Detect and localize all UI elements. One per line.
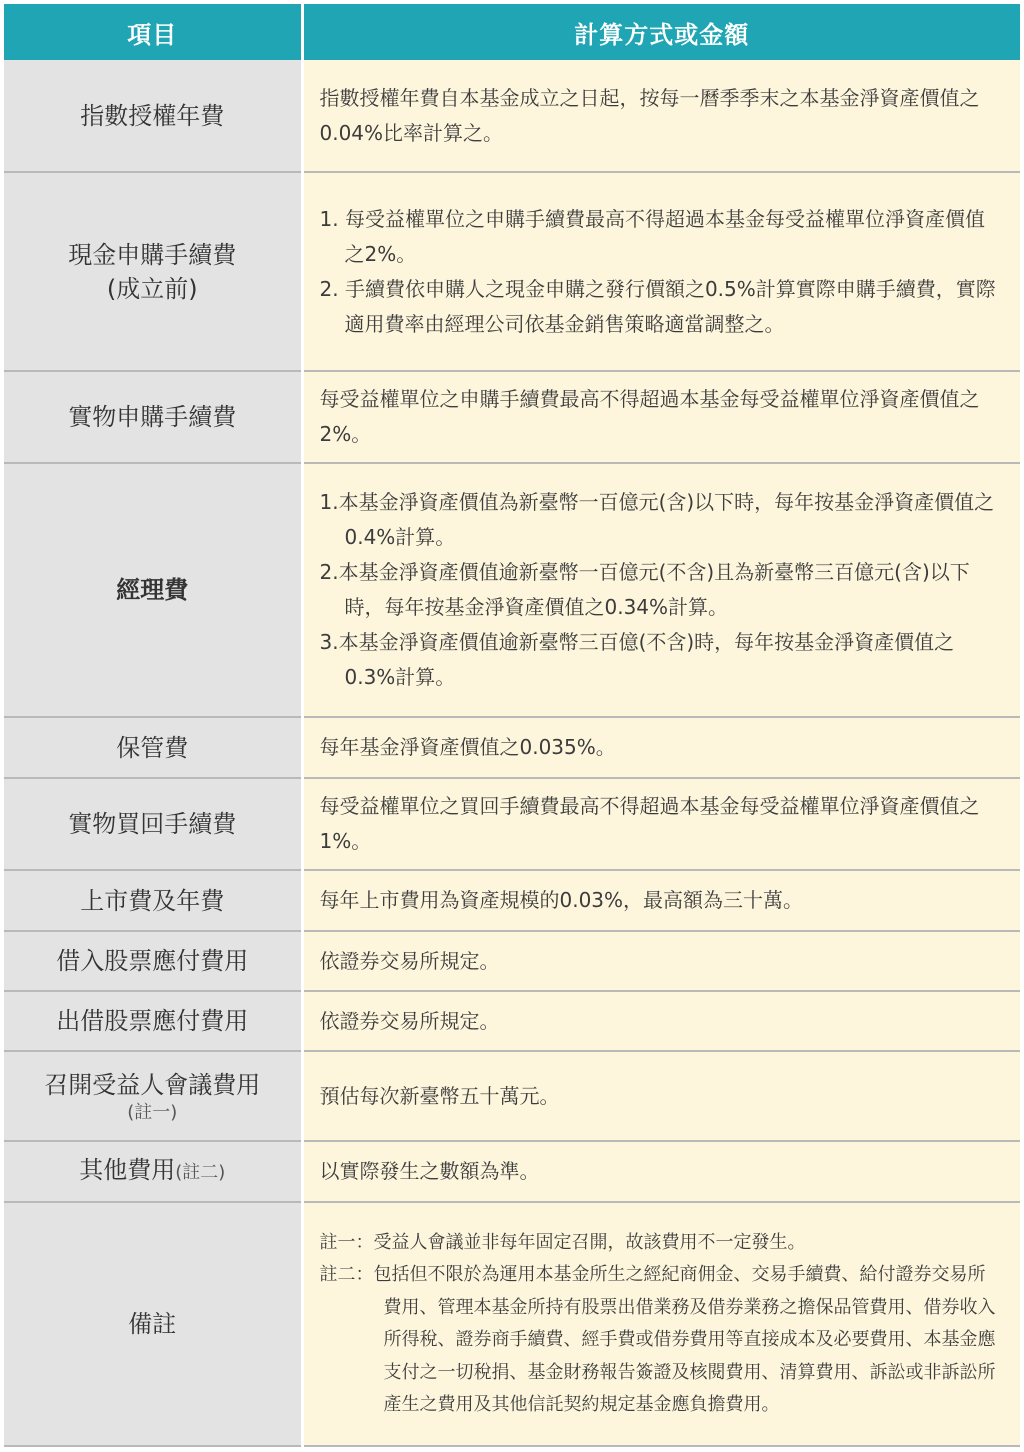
row-item-note: (註一) [127,1102,178,1123]
list-item: 2. 手續費依申購人之現金申購之發行價額之0.5%計算實際申購手續費，實際適用費率由經理公司依基金銷售策略適當調整之。 [319,276,996,336]
row-desc: 每年基金淨資產價值之0.035%。 [302,717,1020,778]
row-desc: 預估每次新臺幣五十萬元。 [302,1051,1020,1141]
list-item: 1.本基金淨資產價值為新臺幣一百億元(含)以下時，每年按基金淨資產價值之0.4%計算。 [319,490,995,549]
table-row [4,778,1020,870]
remark-note-1: 註一：受益人會議並非每年固定召開，故該費用不一定發生。 [319,1231,806,1253]
table-row [4,1202,1020,1446]
header-calculation: 計算方式或金額 [302,4,1020,60]
row-desc: 以實際發生之數額為準。 [302,1141,1020,1202]
row-desc-list [302,463,1020,717]
row-item-sub: (成立前) [106,274,198,303]
table-row [4,463,1020,717]
row-item: 實物申購手續費 [4,371,302,463]
row-desc: 指數授權年費自本基金成立之日起，按每一曆季季末之本基金淨資產價值之0.04%比率計算之。 [302,60,1020,172]
remark-note-2: 註二：包括但不限於為運用本基金所生之經紀商佣金、交易手續費、給付證券交易所費用、管理本基金所持有股票出借業務及借券業務之擔保品管費用、借券收入所得稅、證券商手續費、經手費或借券費用等直接成本及必要費用、本基金應支付之一切稅捐、基金財務報告簽證及核閱費用、清算費用、訴訟或非訴訟所產生之費用及其他信託契約規定基金應負擔費用。 [319,1264,996,1415]
table-row [4,931,1020,991]
row-item-note: (註二) [175,1162,226,1183]
row-item: 其他費用 [79,1156,176,1184]
row-desc: 每受益權單位之申購手續費最高不得超過本基金每受益權單位淨資產價值之2%。 [302,371,1020,463]
table-row [4,172,1020,371]
table-header-row [4,4,1020,60]
row-item: 實物買回手續費 [4,778,302,870]
row-item: 召開受益人會議費用 [44,1071,261,1099]
list-item: 1. 每受益權單位之申購手續費最高不得超過本基金每受益權單位淨資產價值之2%。 [319,206,985,266]
row-item-cell [4,172,302,371]
table-row [4,1141,1020,1202]
table-row [4,371,1020,463]
row-item: 借入股票應付費用 [4,931,302,991]
table-row [4,717,1020,778]
row-desc: 依證券交易所規定。 [302,991,1020,1051]
row-item: 上市費及年費 [4,870,302,931]
row-desc: 每年上市費用為資產規模的0.03%，最高額為三十萬。 [302,870,1020,931]
row-item: 備註 [4,1202,302,1446]
list-item: 3.本基金淨資產價值逾新臺幣三百億(不含)時，每年按基金淨資產價值之0.3%計算。 [319,630,955,689]
row-desc: 每受益權單位之買回手續費最高不得超過本基金每受益權單位淨資產價值之1%。 [302,778,1020,870]
row-item-cell [4,1051,302,1141]
list-item: 2.本基金淨資產價值逾新臺幣一百億元(不含)且為新臺幣三百億元(含)以下時，每年按基金淨資產價值之0.34%計算。 [319,560,970,619]
row-item: 現金申購手續費 [68,240,237,269]
table-row [4,870,1020,931]
header-item: 項目 [4,4,302,60]
fee-table [4,4,1020,1447]
table-row [4,60,1020,172]
row-item: 出借股票應付費用 [4,991,302,1051]
row-desc: 依證券交易所規定。 [302,931,1020,991]
remarks-cell [302,1202,1020,1446]
table-row [4,991,1020,1051]
row-item-cell [4,1141,302,1202]
row-item: 指數授權年費 [4,60,302,172]
table-row [4,1051,1020,1141]
row-item: 保管費 [4,717,302,778]
row-desc-list [302,172,1020,371]
row-item: 經理費 [4,463,302,717]
